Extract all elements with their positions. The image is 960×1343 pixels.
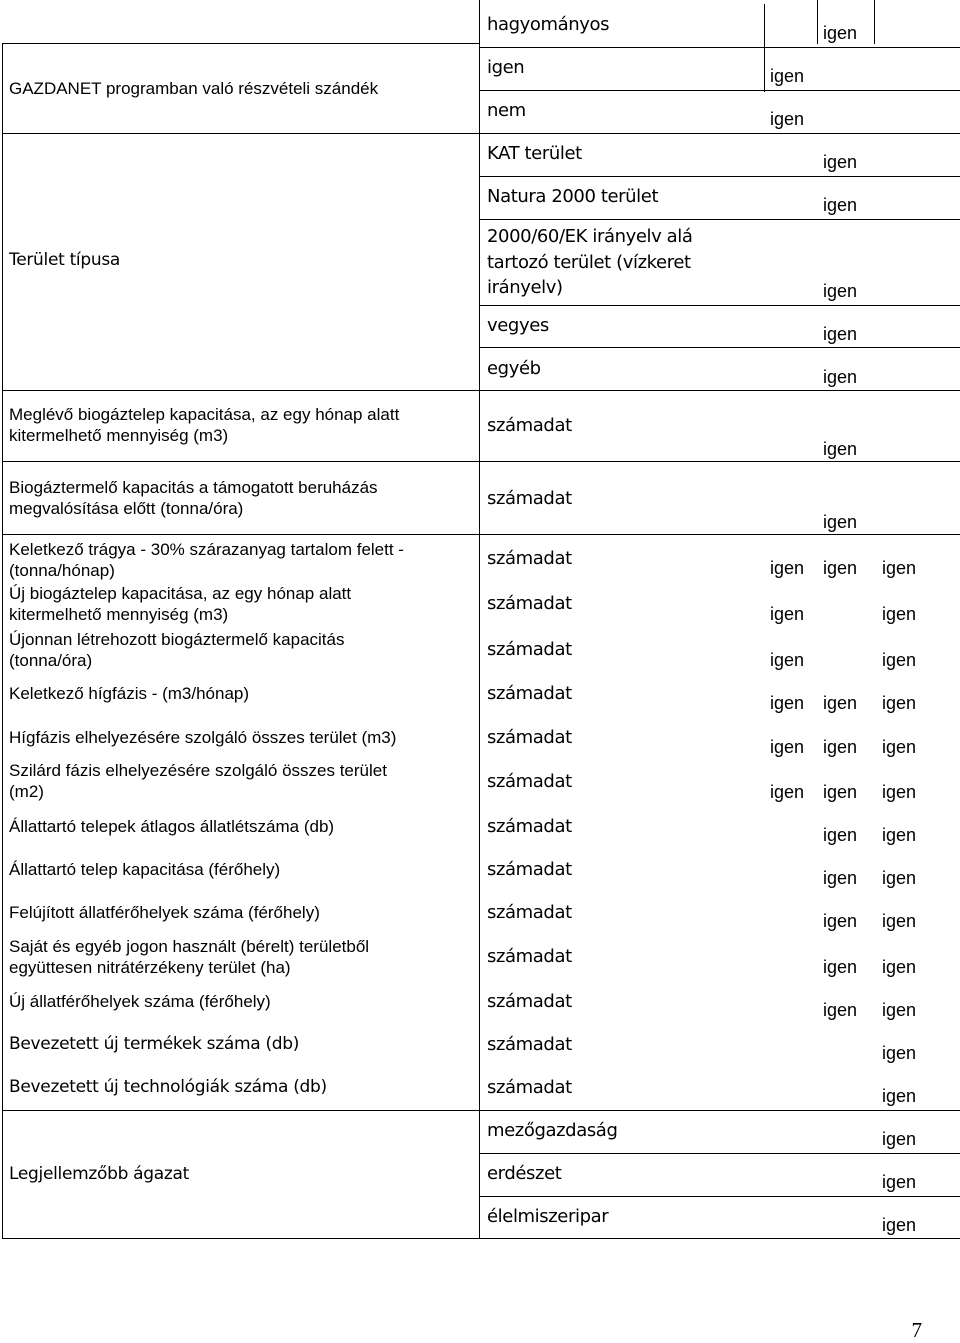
type-ek-line1: 2000/60/EK irányelv alá xyxy=(487,226,693,247)
value-igen: igen xyxy=(882,825,917,845)
value-igen: igen xyxy=(882,693,917,713)
value-szamadat: számadat xyxy=(487,946,572,967)
value-igen: igen xyxy=(823,737,858,757)
value-igen: igen xyxy=(823,911,858,931)
column-divider-top xyxy=(764,4,765,92)
row-rule xyxy=(479,176,960,177)
type-vegyes: vegyes xyxy=(487,315,549,336)
row-rule xyxy=(479,47,960,48)
row-rule xyxy=(479,461,960,462)
value-igen: igen xyxy=(770,650,805,670)
value-igen: igen xyxy=(770,109,805,129)
row-rule xyxy=(479,534,960,535)
type-ek-line2: tartozó terület (vízkeret xyxy=(487,252,691,273)
value-igen: igen xyxy=(882,911,917,931)
label-tragya-line1: Keletkező trágya - 30% szárazanyag tartalom felett - xyxy=(9,540,404,559)
row-rule xyxy=(2,534,480,535)
value-szamadat: számadat xyxy=(487,548,572,569)
value-igen: igen xyxy=(770,693,805,713)
column-divider-top xyxy=(874,0,875,44)
value-szamadat: számadat xyxy=(487,859,572,880)
label-uj-biogaz-line1: Új biogáztelep kapacitása, az egy hónap alatt xyxy=(9,584,352,603)
value-szamadat: számadat xyxy=(487,727,572,748)
value-igen: igen xyxy=(882,737,917,757)
row-rule xyxy=(2,1110,480,1111)
label-biogaz-line1: Biogáztermelő kapacitás a támogatott beruházás xyxy=(9,478,378,497)
value-igen: igen xyxy=(882,558,917,578)
value-igen: igen xyxy=(823,693,858,713)
type-ek-line3: irányelv) xyxy=(487,277,563,298)
label-terulet-tipusa: Terület típusa xyxy=(9,250,120,270)
value-szamadat: számadat xyxy=(487,1077,572,1098)
type-kat-terulet: KAT terület xyxy=(487,143,582,164)
label-allattarto-kapacitas: Állattartó telep kapacitása (férőhely) xyxy=(9,860,281,879)
value-szamadat: számadat xyxy=(487,488,572,509)
value-igen: igen xyxy=(882,650,917,670)
value-igen: igen xyxy=(823,558,858,578)
value-igen: igen xyxy=(823,439,858,459)
type-igen: igen xyxy=(487,57,525,78)
label-sajat-line2: együttesen nitrátérzékeny terület (ha) xyxy=(9,958,291,977)
column-divider-top xyxy=(817,0,818,44)
type-erdeszet: erdészet xyxy=(487,1163,562,1184)
type-egyeb: egyéb xyxy=(487,358,541,379)
row-rule xyxy=(479,347,960,348)
type-elelmiszeripar: élelmiszeripar xyxy=(487,1206,609,1227)
value-igen: igen xyxy=(770,604,805,624)
value-igen: igen xyxy=(823,23,858,43)
column-divider xyxy=(479,0,480,1239)
label-sajat-line1: Saját és egyéb jogon használt (bérelt) területből xyxy=(9,937,370,956)
row-rule xyxy=(479,1110,960,1111)
type-hagyomanyos: hagyományos xyxy=(487,14,610,35)
value-igen: igen xyxy=(823,512,858,532)
value-igen: igen xyxy=(882,782,917,802)
label-ujonnan-line1: Újonnan létrehozott biogáztermelő kapacitás xyxy=(9,630,345,649)
value-igen: igen xyxy=(770,558,805,578)
value-szamadat: számadat xyxy=(487,991,572,1012)
value-igen: igen xyxy=(882,604,917,624)
row-rule xyxy=(479,305,960,306)
value-igen: igen xyxy=(882,868,917,888)
value-szamadat: számadat xyxy=(487,771,572,792)
row-rule xyxy=(479,219,960,220)
label-meglevo-line2: kitermelhető mennyiség (m3) xyxy=(9,426,229,445)
page-number: 7 xyxy=(911,1318,922,1342)
label-allattarto-atlag: Állattartó telepek átlagos állatlétszáma (db) xyxy=(9,817,335,836)
row-rule xyxy=(479,1153,960,1154)
label-gazdanet: GAZDANET programban való részvételi szándék xyxy=(9,79,379,98)
value-szamadat: számadat xyxy=(487,593,572,614)
value-igen: igen xyxy=(882,1215,917,1235)
row-rule xyxy=(479,90,960,91)
value-szamadat: számadat xyxy=(487,683,572,704)
row-rule xyxy=(2,461,480,462)
label-higfazis: Keletkező hígfázis - (m3/hónap) xyxy=(9,684,250,703)
value-szamadat: számadat xyxy=(487,1034,572,1055)
value-igen: igen xyxy=(882,957,917,977)
row-rule xyxy=(479,1196,960,1197)
value-igen: igen xyxy=(823,367,858,387)
value-igen: igen xyxy=(770,66,805,86)
label-ujonnan-line2: (tonna/óra) xyxy=(9,651,93,670)
value-igen: igen xyxy=(882,1129,917,1149)
value-szamadat: számadat xyxy=(487,639,572,660)
type-natura-2000: Natura 2000 terület xyxy=(487,186,659,207)
label-agazat: Legjellemzőbb ágazat xyxy=(9,1164,190,1184)
value-igen: igen xyxy=(823,195,858,215)
value-igen: igen xyxy=(882,1172,917,1192)
value-szamadat: számadat xyxy=(487,902,572,923)
row-rule xyxy=(479,133,960,134)
value-igen: igen xyxy=(882,1043,917,1063)
row-rule xyxy=(2,390,480,391)
value-igen: igen xyxy=(882,1000,917,1020)
label-felujitott: Felújított állatférőhelyek száma (férőhely) xyxy=(9,903,320,922)
type-mezogazdasag: mezőgazdaság xyxy=(487,1120,618,1141)
label-szilard-line1: Szilárd fázis elhelyezésére szolgáló összes terület xyxy=(9,761,387,780)
label-biogaz-line2: megvalósítása előtt (tonna/óra) xyxy=(9,499,244,518)
value-igen: igen xyxy=(770,782,805,802)
row-rule xyxy=(479,390,960,391)
value-igen: igen xyxy=(823,782,858,802)
value-igen: igen xyxy=(823,868,858,888)
label-szilard-line2: (m2) xyxy=(9,782,44,801)
value-igen: igen xyxy=(882,1086,917,1106)
table-border-bottom xyxy=(2,1238,960,1239)
value-igen: igen xyxy=(823,281,858,301)
value-igen: igen xyxy=(823,152,858,172)
label-technologiak: Bevezetett új technológiák száma (db) xyxy=(9,1077,327,1097)
row-rule xyxy=(2,43,480,44)
label-uj-biogaz-line2: kitermelhető mennyiség (m3) xyxy=(9,605,229,624)
row-rule xyxy=(2,133,480,134)
value-szamadat: számadat xyxy=(487,415,572,436)
value-igen: igen xyxy=(823,825,858,845)
table-border-left xyxy=(2,43,3,1239)
label-termekek: Bevezetett új termékek száma (db) xyxy=(9,1034,300,1054)
value-igen: igen xyxy=(823,957,858,977)
label-higfazis-terulet: Hígfázis elhelyezésére szolgáló összes terület (m3) xyxy=(9,728,397,747)
value-igen: igen xyxy=(823,1000,858,1020)
value-igen: igen xyxy=(770,737,805,757)
type-nem: nem xyxy=(487,100,526,121)
label-uj-allatferohely: Új állatférőhelyek száma (férőhely) xyxy=(9,992,271,1011)
value-szamadat: számadat xyxy=(487,816,572,837)
label-tragya-line2: (tonna/hónap) xyxy=(9,561,115,580)
label-meglevo-line1: Meglévő biogáztelep kapacitása, az egy hónap alatt xyxy=(9,405,400,424)
value-igen: igen xyxy=(823,324,858,344)
